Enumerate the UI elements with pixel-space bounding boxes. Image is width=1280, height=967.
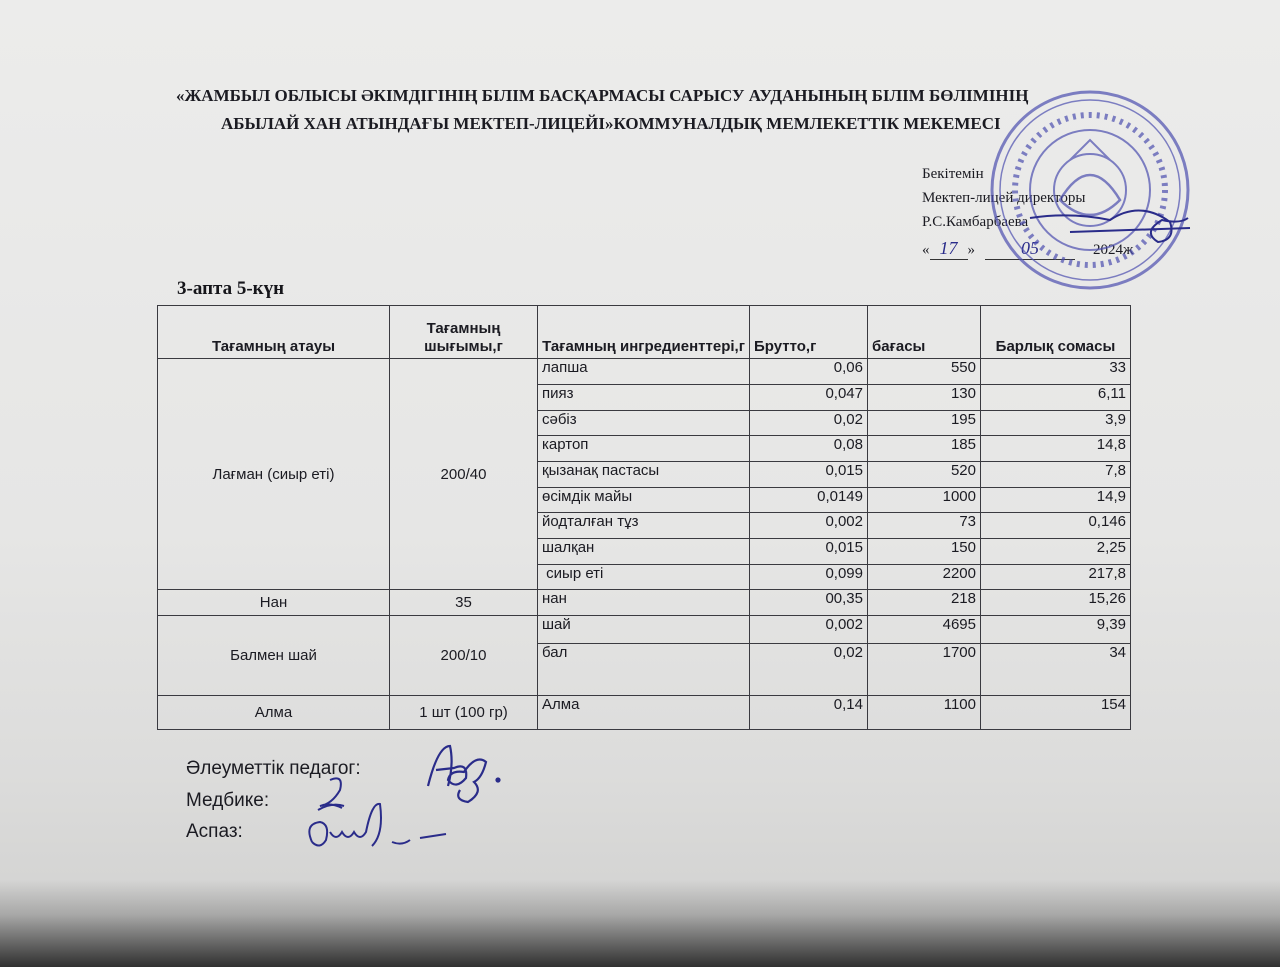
brutto-cell: 0,015: [750, 538, 868, 564]
brutto-cell: 0,099: [750, 564, 868, 590]
dish-name-cell: Нан: [158, 590, 390, 616]
ingredient-name-cell: сәбіз: [538, 410, 750, 436]
price-cell: 73: [868, 513, 981, 539]
approval-date: « 17 » 05 2024ж: [922, 238, 1134, 258]
cook-label: Аспаз:: [186, 821, 243, 842]
brutto-cell: 0,08: [750, 436, 868, 462]
brutto-cell: 0,14: [750, 696, 868, 730]
price-cell: 550: [868, 359, 981, 385]
institution-name-line2: АБЫЛАЙ ХАН АТЫНДАҒЫ МЕКТЕП-ЛИЦЕЙІ»КОММУНАЛДЫҚ МЕМЛЕКЕТТІК МЕКЕМЕСІ: [221, 114, 1001, 133]
header-price: бағасы: [868, 306, 981, 359]
social-pedagogue-label: Әлеуметтік педагог:: [186, 758, 361, 779]
total-cell: 33: [981, 359, 1131, 385]
total-cell: 9,39: [981, 615, 1131, 643]
ingredient-name-cell: өсімдік майы: [538, 487, 750, 513]
institution-name-line1: «ЖАМБЫЛ ОБЛЫСЫ ӘКІМДІГІНІҢ БІЛІМ БАСҚАРМАСЫ САРЫСУ АУДАНЫНЫҢ БІЛІМ БӨЛІМІНІҢ: [176, 86, 1029, 105]
total-cell: 14,8: [981, 436, 1131, 462]
ingredient-name-cell: бал: [538, 643, 750, 695]
header-dish-name: Тағамның атауы: [158, 306, 390, 359]
approval-director-name: Р.С.Камбарбаева: [922, 214, 1029, 230]
dish-yield-cell: 200/40: [390, 359, 538, 590]
price-cell: 520: [868, 462, 981, 488]
ingredient-name-cell: қызанақ пастасы: [538, 462, 750, 488]
price-cell: 4695: [868, 615, 981, 643]
ingredient-name-cell: нан: [538, 590, 750, 616]
approval-date-month: 05: [985, 238, 1075, 260]
total-cell: 0,146: [981, 513, 1131, 539]
dish-name-cell: Лағман (сиыр еті): [158, 359, 390, 590]
price-cell: 185: [868, 436, 981, 462]
header-brutto: Брутто,г: [750, 306, 868, 359]
nurse-label: Медбике:: [186, 790, 270, 811]
price-cell: 218: [868, 590, 981, 616]
ingredient-name-cell: лапша: [538, 359, 750, 385]
approval-date-year: 2024ж: [1093, 242, 1134, 258]
brutto-cell: 00,35: [750, 590, 868, 616]
brutto-cell: 0,02: [750, 643, 868, 695]
price-cell: 2200: [868, 564, 981, 590]
ingredient-name-cell: пияз: [538, 385, 750, 411]
approval-position: Мектеп-лицей директоры: [922, 190, 1086, 206]
dish-yield-cell: 35: [390, 590, 538, 616]
total-cell: 154: [981, 696, 1131, 730]
total-cell: 7,8: [981, 462, 1131, 488]
ingredient-name-cell: сиыр еті: [538, 564, 750, 590]
total-cell: 15,26: [981, 590, 1131, 616]
approval-date-day: 17: [930, 238, 968, 260]
ingredient-name-cell: картоп: [538, 436, 750, 462]
header-total: Барлық сомасы: [981, 306, 1131, 359]
price-cell: 130: [868, 385, 981, 411]
dish-yield-cell: 200/10: [390, 615, 538, 695]
price-cell: 150: [868, 538, 981, 564]
total-cell: 2,25: [981, 538, 1131, 564]
brutto-cell: 0,002: [750, 615, 868, 643]
brutto-cell: 0,002: [750, 513, 868, 539]
ingredient-name-cell: шалқан: [538, 538, 750, 564]
dish-name-cell: Алма: [158, 696, 390, 730]
price-cell: 195: [868, 410, 981, 436]
total-cell: 217,8: [981, 564, 1131, 590]
menu-title: 3-апта 5-күн: [177, 278, 285, 299]
price-cell: 1100: [868, 696, 981, 730]
approval-label: Бекітемін: [922, 166, 984, 182]
ingredient-name-cell: йодталған тұз: [538, 513, 750, 539]
price-cell: 1700: [868, 643, 981, 695]
brutto-cell: 0,0149: [750, 487, 868, 513]
cook-signature: [309, 804, 446, 846]
total-cell: 6,11: [981, 385, 1131, 411]
dish-name-cell: Балмен шай: [158, 615, 390, 695]
social-pedagogue-signature: [428, 746, 500, 802]
brutto-cell: 0,015: [750, 462, 868, 488]
ingredient-name-cell: Алма: [538, 696, 750, 730]
price-cell: 1000: [868, 487, 981, 513]
total-cell: 34: [981, 643, 1131, 695]
official-seal-stamp: [992, 92, 1188, 288]
nurse-signature: [318, 778, 344, 810]
ingredient-name-cell: шай: [538, 615, 750, 643]
total-cell: 3,9: [981, 410, 1131, 436]
brutto-cell: 0,06: [750, 359, 868, 385]
brutto-cell: 0,02: [750, 410, 868, 436]
total-cell: 14,9: [981, 487, 1131, 513]
header-yield: Тағамның шығымы,г: [390, 306, 538, 359]
header-ingredients: Тағамның ингредиенттері,г: [538, 306, 750, 359]
brutto-cell: 0,047: [750, 385, 868, 411]
dish-yield-cell: 1 шт (100 гр): [390, 696, 538, 730]
